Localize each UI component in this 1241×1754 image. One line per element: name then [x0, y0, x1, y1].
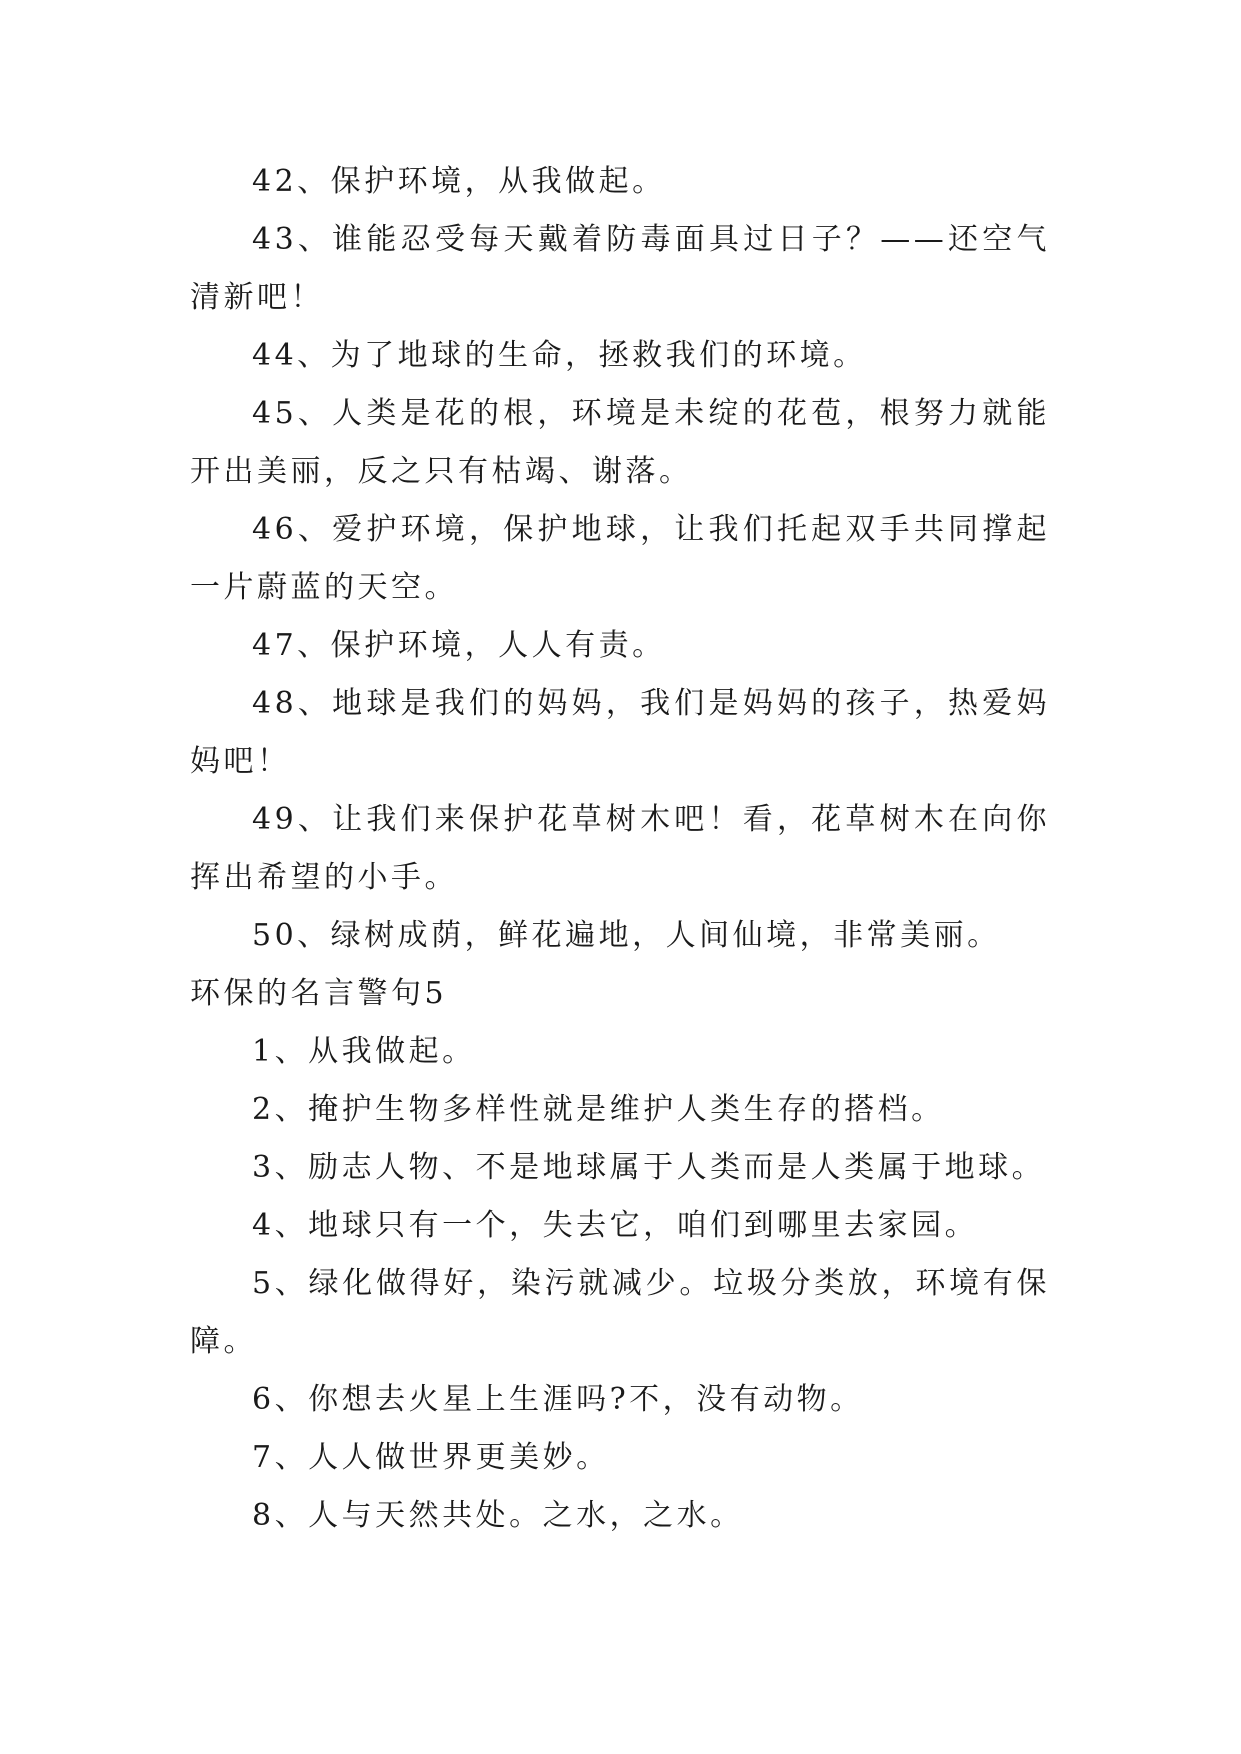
slogan-46: 46、爱护环境，保护地球，让我们托起双手共同撑起一片蔚蓝的天空。	[190, 512, 1050, 605]
quote-3: 3、励志人物、不是地球属于人类而是人类属于地球。	[252, 1150, 1046, 1185]
quote-5: 5、绿化做得好，染污就减少。垃圾分类放，环境有保障。	[190, 1266, 1050, 1359]
slogan-48: 48、地球是我们的妈妈，我们是妈妈的孩子，热爱妈妈吧！	[190, 686, 1050, 779]
document-body	[190, 153, 1050, 1545]
slogan-42: 42、保护环境，从我做起。	[252, 164, 666, 199]
slogan-44: 44、为了地球的生命，拯救我们的环境。	[252, 338, 867, 373]
quote-2: 2、掩护生物多样性就是维护人类生存的搭档。	[252, 1092, 945, 1127]
quote-4: 4、地球只有一个，失去它，咱们到哪里去家园。	[252, 1208, 979, 1243]
quote-1: 1、从我做起。	[252, 1034, 476, 1069]
slogan-50: 50、绿树成荫，鲜花遍地，人间仙境，非常美丽。	[252, 918, 1001, 953]
quote-6: 6、你想去火星上生涯吗?不，没有动物。	[252, 1382, 864, 1417]
slogan-49: 49、让我们来保护花草树木吧！看，花草树木在向你挥出希望的小手。	[190, 802, 1050, 895]
quote-7: 7、人人做世界更美妙。	[252, 1440, 610, 1475]
slogan-45: 45、人类是花的根，环境是未绽的花苞，根努力就能开出美丽，反之只有枯竭、谢落。	[190, 396, 1050, 489]
section-heading: 环保的名言警句5	[190, 976, 448, 1011]
slogan-47: 47、保护环境，人人有责。	[252, 628, 666, 663]
slogan-43: 43、谁能忍受每天戴着防毒面具过日子？——还空气清新吧！	[190, 222, 1050, 315]
quote-8: 8、人与天然共处。之水，之水。	[252, 1498, 744, 1533]
